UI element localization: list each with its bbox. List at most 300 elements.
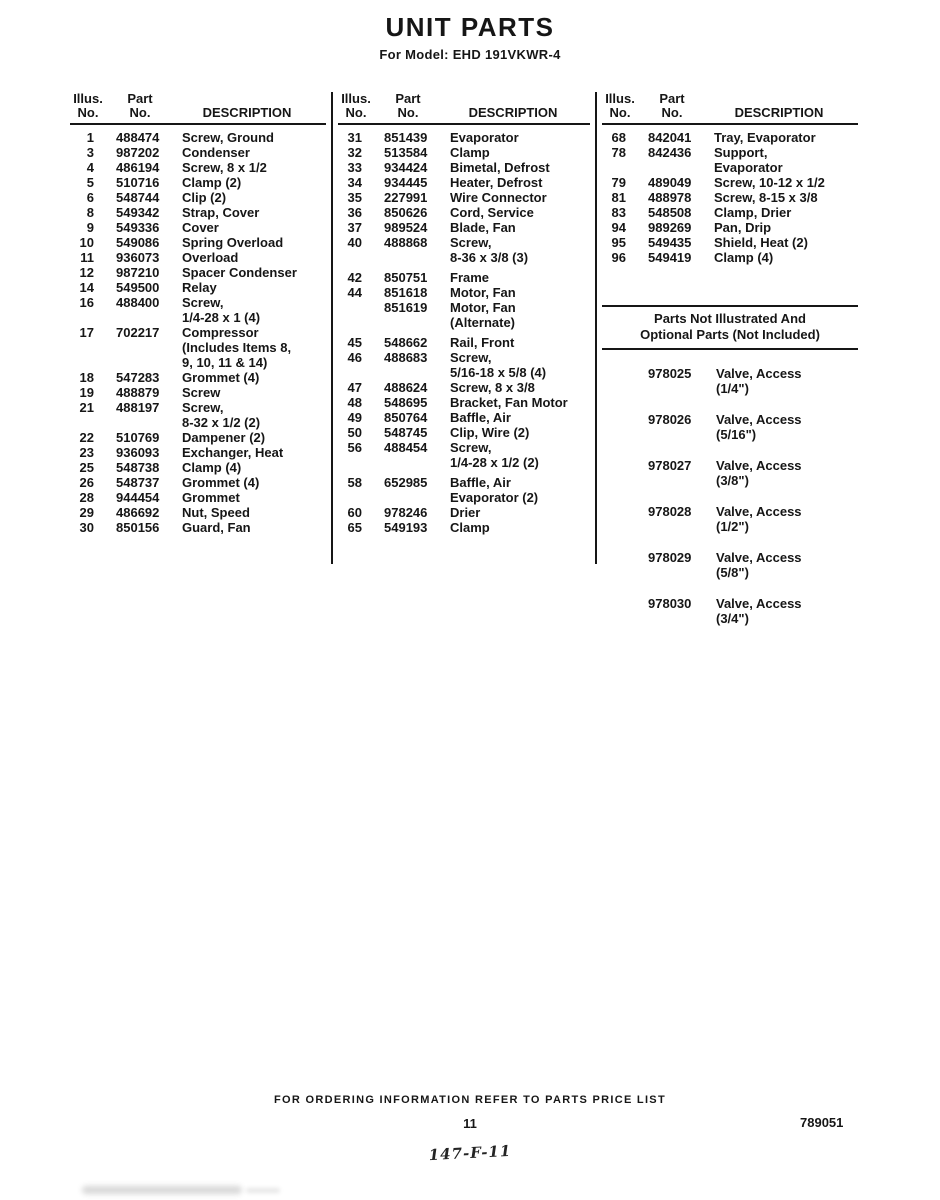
description-line: Spacer Condenser [182, 265, 297, 280]
illus-no-cell: 16 [79, 295, 94, 310]
description-line: Clamp (2) [182, 175, 242, 190]
illus-no-cell: 5 [86, 175, 94, 190]
table-row [70, 235, 326, 250]
part-no-cell: 987210 [116, 265, 160, 280]
description-cell [714, 145, 858, 175]
table-row [70, 490, 326, 505]
illus-no-cell: 58 [347, 475, 362, 490]
description-line: Blade, Fan [450, 220, 516, 235]
table-row [338, 175, 590, 190]
description-cell [450, 505, 590, 520]
description-line: Screw, 8 x 3/8 [450, 380, 535, 395]
table-row [70, 130, 326, 145]
illus-no-cell: 18 [79, 370, 94, 385]
description-line: Bimetal, Defrost [450, 160, 550, 175]
header-part-top: Part [659, 91, 685, 106]
part-no-cell: 549342 [116, 205, 160, 220]
description-cell [450, 145, 590, 160]
part-no-cell: 842436 [648, 145, 692, 160]
description-cell [450, 475, 590, 505]
table-row [338, 505, 590, 520]
part-no-cell: 934424 [384, 160, 428, 175]
description-cell [450, 520, 590, 535]
part-no-cell: 549419 [648, 250, 692, 265]
description-line: Cover [182, 220, 219, 235]
header-illus-top: Illus. [605, 91, 635, 106]
column-header [70, 92, 326, 125]
table-row [602, 220, 858, 235]
description-line: Baffle, Air [450, 410, 511, 425]
description-line: Clip, Wire (2) [450, 425, 530, 440]
description-cell [714, 190, 858, 205]
illus-no-cell: 31 [347, 130, 362, 145]
table-row [338, 160, 590, 175]
description-cell [714, 250, 858, 265]
optional-title-line-1: Parts Not Illustrated And [654, 311, 806, 326]
description-cell [716, 596, 858, 626]
table-row [602, 250, 858, 265]
description-line: 5/16-18 x 5/8 (4) [450, 365, 547, 380]
part-no-cell: 549435 [648, 235, 692, 250]
description-line: Screw, [182, 400, 224, 415]
parts-rows-3 [602, 130, 858, 265]
description-cell [182, 385, 326, 400]
parts-rows-2 [338, 130, 590, 535]
description-line: Grommet (4) [182, 370, 260, 385]
part-no-cell: 488978 [648, 190, 692, 205]
description-line: Dampener (2) [182, 430, 266, 445]
illus-no-cell: 32 [347, 145, 362, 160]
table-row [70, 250, 326, 265]
header-part-bottom: No. [397, 105, 419, 120]
description-line: Clamp (4) [182, 460, 242, 475]
part-no-cell: 488197 [116, 400, 160, 415]
description-line: Screw, 8 x 1/2 [182, 160, 267, 175]
part-no-cell: 488624 [384, 380, 428, 395]
illus-no-cell: 14 [79, 280, 94, 295]
part-no-cell: 978027 [648, 458, 692, 473]
part-no-cell: 488868 [384, 235, 428, 250]
illus-no-cell: 23 [79, 445, 94, 460]
description-line: Motor, Fan [450, 300, 516, 315]
illus-no-cell: 11 [80, 250, 94, 265]
description-line: Nut, Speed [182, 505, 250, 520]
illus-no-cell: 36 [347, 205, 362, 220]
illus-no-cell: 65 [347, 520, 362, 535]
description-cell [714, 175, 858, 190]
table-row [338, 395, 590, 410]
description-line: 8-32 x 1/2 (2) [182, 415, 261, 430]
table-row [338, 440, 590, 470]
illus-no-cell: 78 [611, 145, 626, 160]
table-row [70, 520, 326, 535]
column-divider-2 [595, 92, 597, 564]
description-line: (1/4") [716, 381, 749, 396]
optional-part-row [602, 596, 858, 626]
description-line: (1/2") [716, 519, 749, 534]
illus-no-cell: 50 [347, 425, 362, 440]
table-row [338, 190, 590, 205]
part-no-cell: 513584 [384, 145, 428, 160]
description-line: Screw, [450, 235, 492, 250]
part-no-cell: 850156 [116, 520, 160, 535]
part-no-cell: 548738 [116, 460, 160, 475]
description-line: Clamp, Drier [714, 205, 792, 220]
description-cell [450, 425, 590, 440]
description-line: Tray, Evaporator [714, 130, 816, 145]
part-no-cell: 987202 [116, 145, 160, 160]
table-row [338, 145, 590, 160]
table-row [338, 425, 590, 440]
description-line: (Alternate) [450, 315, 516, 330]
table-row [338, 520, 590, 535]
header-illus-bottom: No. [609, 105, 631, 120]
description-cell [182, 430, 326, 445]
table-row [338, 380, 590, 395]
illus-no-cell: 94 [611, 220, 626, 235]
illus-no-cell: 9 [86, 220, 94, 235]
illus-no-cell: 81 [611, 190, 626, 205]
part-no-cell: 488400 [116, 295, 160, 310]
description-line: Evaporator [450, 130, 519, 145]
description-line: 1/4-28 x 1/2 (2) [450, 455, 539, 470]
description-cell [450, 130, 590, 145]
description-line: (5/16") [716, 427, 757, 442]
description-cell [450, 235, 590, 265]
description-line: Valve, Access [716, 366, 802, 381]
table-row [70, 160, 326, 175]
table-row [70, 220, 326, 235]
table-row [70, 430, 326, 445]
description-cell [182, 370, 326, 385]
description-cell [182, 475, 326, 490]
page-number: 11 [463, 1116, 477, 1131]
table-row [70, 475, 326, 490]
part-no-cell: 652985 [384, 475, 428, 490]
illus-no-cell: 79 [611, 175, 626, 190]
table-row [602, 205, 858, 220]
description-cell [182, 205, 326, 220]
table-row [70, 385, 326, 400]
illus-no-cell: 95 [611, 235, 626, 250]
description-line: Overload [182, 250, 239, 265]
table-row [338, 335, 590, 350]
description-line: Screw, [450, 440, 492, 455]
illus-no-cell: 49 [347, 410, 362, 425]
description-line: Bracket, Fan Motor [450, 395, 568, 410]
description-line: Support, [714, 145, 768, 160]
table-row [70, 265, 326, 280]
description-cell [182, 460, 326, 475]
optional-parts-section [602, 305, 858, 626]
part-no-cell: 702217 [116, 325, 160, 340]
illus-no-cell: 37 [347, 220, 362, 235]
description-cell [182, 220, 326, 235]
illus-no-cell [338, 300, 362, 330]
table-row [602, 235, 858, 250]
description-line: Valve, Access [716, 596, 802, 611]
illus-no-cell: 46 [347, 350, 362, 365]
description-line: Valve, Access [716, 412, 802, 427]
part-no-cell: 548695 [384, 395, 428, 410]
description-cell [450, 410, 590, 425]
description-line: 9, 10, 11 & 14) [182, 355, 268, 370]
part-no-cell: 936073 [116, 250, 160, 265]
header-description: DESCRIPTION [468, 105, 558, 120]
part-no-cell: 549193 [384, 520, 428, 535]
table-row [70, 370, 326, 385]
description-line: Screw, 8-15 x 3/8 [714, 190, 818, 205]
description-cell [182, 520, 326, 535]
description-line: Clamp [450, 520, 490, 535]
description-cell [450, 270, 590, 285]
description-cell [182, 235, 326, 250]
part-no-cell: 850751 [384, 270, 428, 285]
description-cell [182, 130, 326, 145]
part-no-cell: 486692 [116, 505, 160, 520]
optional-part-row [602, 504, 858, 534]
part-no-cell: 989524 [384, 220, 428, 235]
optional-part-row [602, 550, 858, 580]
description-line: Clamp [450, 145, 490, 160]
table-row [70, 175, 326, 190]
description-cell [182, 160, 326, 175]
part-no-cell: 227991 [384, 190, 428, 205]
part-no-cell: 549086 [116, 235, 160, 250]
illus-no-cell: 96 [611, 250, 626, 265]
header-illus-top: Illus. [341, 91, 371, 106]
parts-column-2 [338, 92, 590, 535]
illus-no-cell: 56 [347, 440, 362, 455]
illus-no-cell: 22 [79, 430, 94, 445]
description-line: Pan, Drip [714, 220, 772, 235]
optional-part-row [602, 412, 858, 442]
description-line: Valve, Access [716, 504, 802, 519]
document-number: 789051 [800, 1115, 844, 1130]
description-line: Heater, Defrost [450, 175, 543, 190]
illus-no-cell: 26 [79, 475, 94, 490]
header-part-no [644, 92, 700, 120]
illus-no-cell: 1 [86, 130, 94, 145]
part-no-cell: 842041 [648, 130, 692, 145]
part-no-cell: 851439 [384, 130, 428, 145]
illus-no-cell: 21 [79, 400, 94, 415]
description-line: Drier [450, 505, 481, 520]
header-illus-no [338, 92, 374, 120]
column-header [338, 92, 590, 125]
description-cell [450, 300, 590, 330]
part-no-cell: 548662 [384, 335, 428, 350]
part-no-cell: 936093 [116, 445, 160, 460]
part-no-cell: 978028 [648, 504, 692, 519]
table-row [70, 445, 326, 460]
scan-smudge [82, 1186, 242, 1194]
part-no-cell: 851619 [384, 300, 428, 315]
table-row [338, 235, 590, 265]
description-cell [450, 440, 590, 470]
illus-no-cell: 68 [611, 130, 626, 145]
header-part-no [380, 92, 436, 120]
description-cell [714, 130, 858, 145]
description-line: 1/4-28 x 1 (4) [182, 310, 261, 325]
part-no-cell: 486194 [116, 160, 160, 175]
parts-column-1 [70, 92, 326, 535]
description-cell [182, 175, 326, 190]
header-description: DESCRIPTION [202, 105, 292, 120]
table-row [70, 505, 326, 520]
description-line: Baffle, Air [450, 475, 511, 490]
illus-no-cell: 12 [79, 265, 94, 280]
illus-no-cell: 34 [347, 175, 362, 190]
description-cell [716, 458, 858, 488]
description-cell [714, 235, 858, 250]
description-line: Grommet [182, 490, 240, 505]
description-line: Grommet (4) [182, 475, 260, 490]
description-line: Screw, Ground [182, 130, 274, 145]
table-row [70, 190, 326, 205]
header-description: DESCRIPTION [734, 105, 824, 120]
description-line: Valve, Access [716, 458, 802, 473]
illus-no-cell: 35 [347, 190, 362, 205]
description-cell [182, 490, 326, 505]
description-cell [714, 205, 858, 220]
description-line: Compressor [182, 325, 259, 340]
table-row [602, 145, 858, 175]
header-part-no [112, 92, 168, 120]
table-row [602, 190, 858, 205]
description-line: Evaporator (2) [450, 490, 539, 505]
description-line: (5/8") [716, 565, 749, 580]
part-no-cell: 548508 [648, 205, 692, 220]
illus-no-cell: 8 [86, 205, 94, 220]
table-row [70, 295, 326, 325]
table-row [602, 175, 858, 190]
table-row [70, 460, 326, 475]
header-illus-bottom: No. [345, 105, 367, 120]
table-row [70, 205, 326, 220]
part-no-cell: 510716 [116, 175, 160, 190]
header-illus-bottom: No. [77, 105, 99, 120]
description-cell [182, 400, 326, 430]
part-no-cell: 944454 [116, 490, 160, 505]
optional-parts-title [602, 305, 858, 350]
part-no-cell: 978030 [648, 596, 692, 611]
description-line: Cord, Service [450, 205, 534, 220]
illus-no-cell: 29 [79, 505, 94, 520]
header-illus-no [602, 92, 638, 120]
description-cell [450, 160, 590, 175]
description-cell [450, 220, 590, 235]
description-cell [182, 265, 326, 280]
description-line: Clip (2) [182, 190, 227, 205]
illus-no-cell: 10 [79, 235, 94, 250]
description-line: Screw, [450, 350, 492, 365]
page-title: UNIT PARTS [385, 12, 555, 42]
illus-no-cell: 25 [79, 460, 94, 475]
illus-no-cell: 17 [79, 325, 94, 340]
illus-no-cell: 44 [347, 285, 362, 300]
description-cell [450, 175, 590, 190]
part-no-cell: 549336 [116, 220, 160, 235]
part-no-cell: 978026 [648, 412, 692, 427]
header-part-top: Part [127, 91, 153, 106]
part-no-cell: 850764 [384, 410, 428, 425]
scan-smudge-small [246, 1188, 280, 1193]
part-no-cell: 510769 [116, 430, 160, 445]
handwritten-mark: 147-F-11 [428, 1141, 512, 1165]
part-no-cell: 978029 [648, 550, 692, 565]
description-line: Wire Connector [450, 190, 547, 205]
description-cell [182, 250, 326, 265]
description-line: Exchanger, Heat [182, 445, 284, 460]
illus-no-cell: 3 [86, 145, 94, 160]
description-line: (3/8") [716, 473, 749, 488]
table-row [70, 325, 326, 370]
description-line: Condenser [182, 145, 250, 160]
illus-no-cell: 28 [79, 490, 94, 505]
header-illus-top: Illus. [73, 91, 103, 106]
table-row [338, 475, 590, 505]
part-no-cell: 489049 [648, 175, 692, 190]
column-divider-1 [331, 92, 333, 564]
table-row [338, 130, 590, 145]
description-line: Strap, Cover [182, 205, 260, 220]
illus-no-cell: 4 [86, 160, 94, 175]
description-cell [450, 335, 590, 350]
description-cell [450, 190, 590, 205]
illus-no-cell: 40 [347, 235, 362, 250]
description-line: Spring Overload [182, 235, 284, 250]
description-line: Frame [450, 270, 490, 285]
part-no-cell: 488474 [116, 130, 160, 145]
table-row [338, 300, 590, 330]
header-part-bottom: No. [661, 105, 683, 120]
description-line: (3/4") [716, 611, 749, 626]
description-line: Screw [182, 385, 221, 400]
description-line: Screw, 10-12 x 1/2 [714, 175, 825, 190]
table-row [70, 280, 326, 295]
description-line: (Includes Items 8, [182, 340, 292, 355]
header-part-bottom: No. [129, 105, 151, 120]
part-no-cell: 548744 [116, 190, 160, 205]
description-cell [716, 550, 858, 580]
description-line: Screw, [182, 295, 224, 310]
description-cell [182, 280, 326, 295]
description-cell [450, 395, 590, 410]
description-cell [716, 504, 858, 534]
part-no-cell: 488879 [116, 385, 160, 400]
description-line: Guard, Fan [182, 520, 251, 535]
optional-title-line-2: Optional Parts (Not Included) [640, 327, 820, 342]
illus-no-cell: 30 [79, 520, 94, 535]
description-cell [450, 380, 590, 395]
description-line: Relay [182, 280, 217, 295]
part-no-cell: 547283 [116, 370, 160, 385]
illus-no-cell: 60 [347, 505, 362, 520]
table-row [338, 220, 590, 235]
part-no-cell: 989269 [648, 220, 692, 235]
description-line: Valve, Access [716, 550, 802, 565]
parts-rows-1 [70, 130, 326, 535]
optional-part-row [602, 366, 858, 396]
part-no-cell: 978025 [648, 366, 692, 381]
optional-part-row [602, 458, 858, 488]
header-part-top: Part [395, 91, 421, 106]
table-row [602, 130, 858, 145]
description-cell [182, 295, 326, 325]
description-line: 8-36 x 3/8 (3) [450, 250, 529, 265]
description-cell [182, 505, 326, 520]
